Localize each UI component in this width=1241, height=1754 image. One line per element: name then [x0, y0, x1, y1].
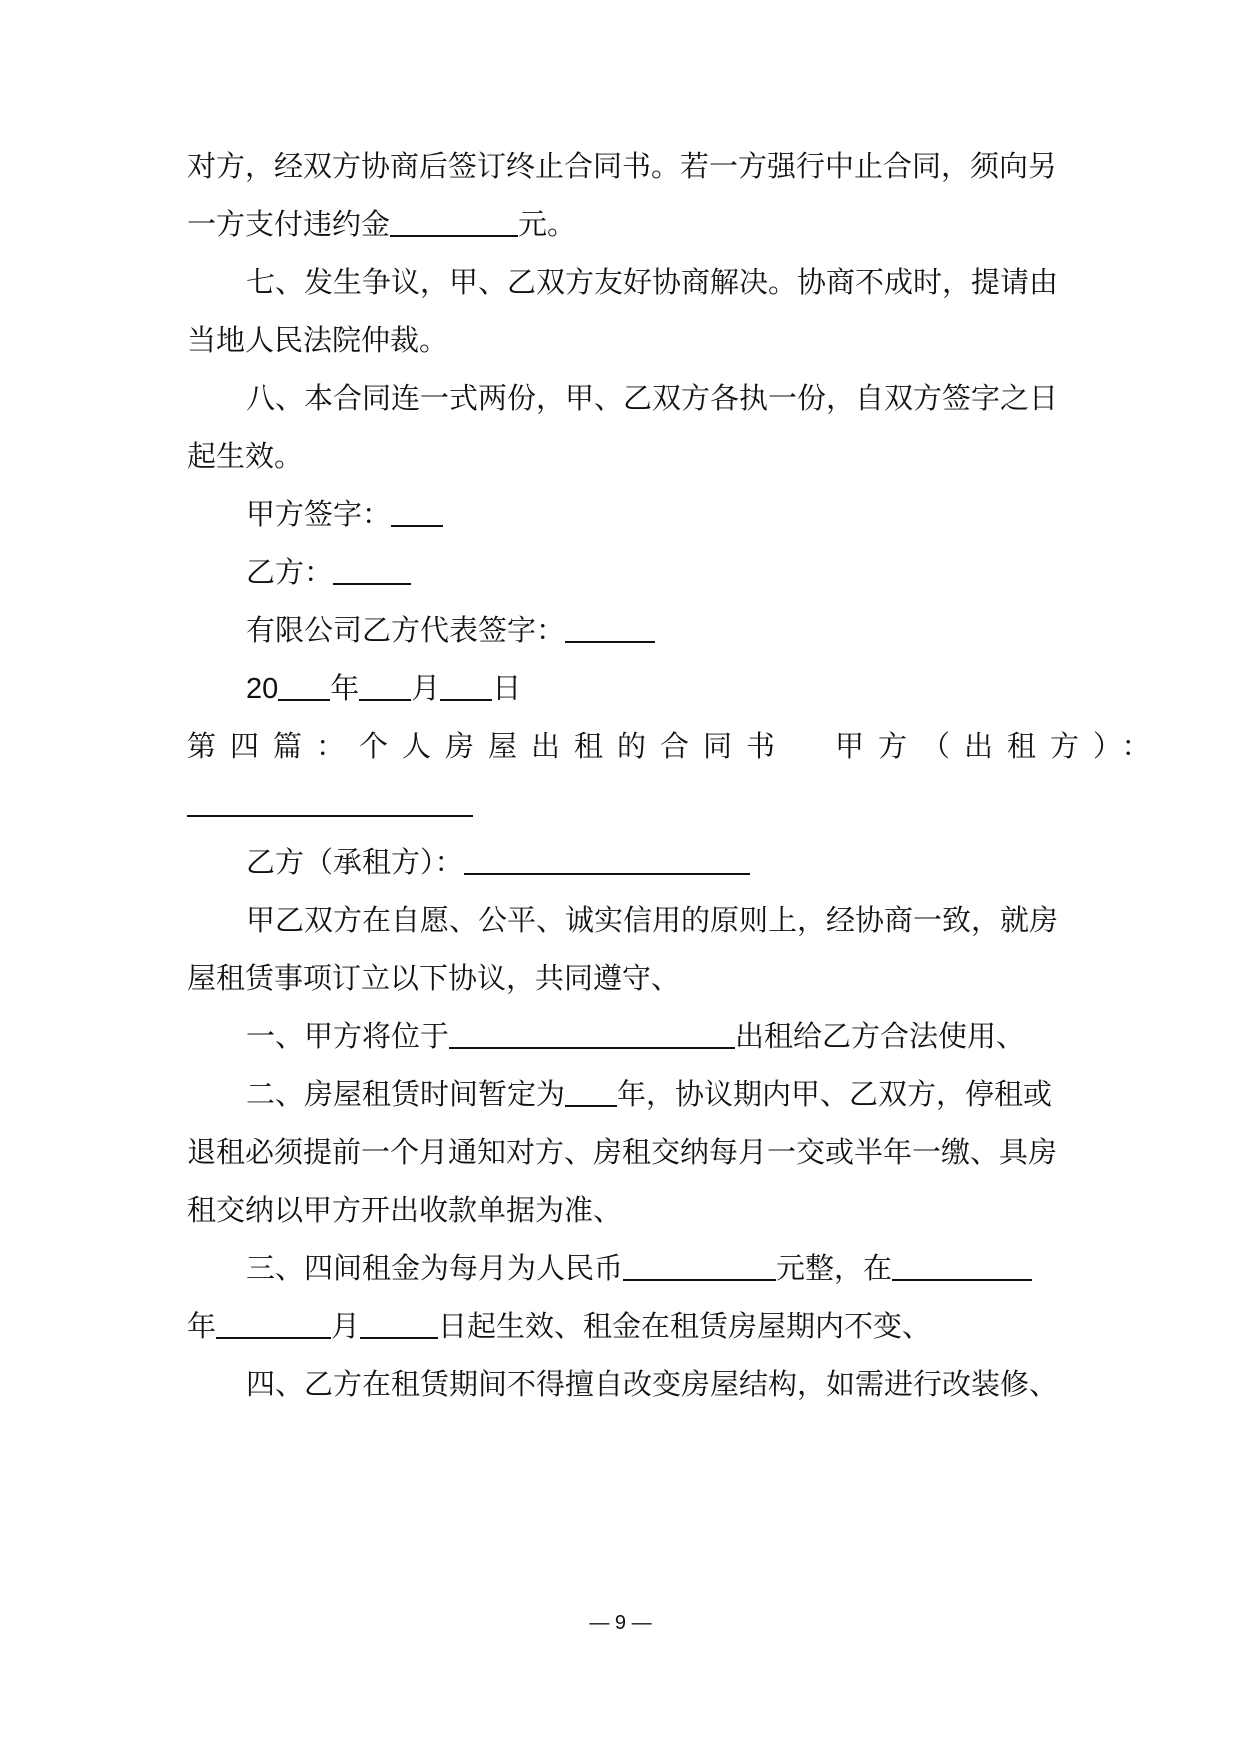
section-heading: 第四篇：个人房屋出租的合同书	[187, 729, 790, 763]
year-prefix: 20	[246, 673, 279, 705]
paragraph-line	[246, 1074, 1067, 1114]
text: 日起生效、租金在租赁房屋期内不变、	[438, 1309, 932, 1343]
text: 屋租赁事项订立以下协议，共同遵守、	[187, 961, 681, 995]
company-representative-line	[246, 610, 1067, 650]
text: 出租给乙方合法使用、	[735, 1019, 1026, 1053]
text: 年	[330, 671, 360, 705]
text: 甲方签字：	[246, 497, 392, 531]
blank-underline	[565, 1077, 617, 1107]
blank-underline	[278, 671, 330, 701]
text: 月	[331, 1309, 361, 1343]
blank-underline	[390, 207, 518, 237]
paragraph-line	[246, 900, 1067, 940]
paragraph-line	[246, 1248, 1067, 1288]
blank-underline	[359, 671, 411, 701]
blank-underline	[892, 1251, 1032, 1281]
paragraph-line	[187, 958, 1067, 998]
section-heading-line	[187, 726, 1165, 766]
text: 有限公司乙方代表签字：	[246, 613, 566, 647]
paragraph-line	[187, 1306, 1067, 1346]
page-number: — 9 —	[589, 1612, 652, 1634]
text: 退租必须提前一个月通知对方、房租交纳每月一交或半年一缴、具房	[187, 1135, 1058, 1169]
paragraph-line	[246, 1016, 1067, 1056]
party-a-signature-line	[246, 494, 1067, 534]
blank-underline	[565, 613, 655, 643]
text: 甲乙双方在自愿、公平、诚实信用的原则上，经协商一致，就房	[246, 903, 1059, 937]
blank-underline	[360, 1309, 438, 1339]
text: 月	[411, 671, 441, 705]
paragraph-line	[187, 436, 1067, 476]
text: 一方支付违约金	[187, 207, 391, 241]
paragraph-line	[187, 784, 1067, 824]
blank-underline	[187, 787, 473, 817]
blank-underline	[391, 497, 443, 527]
text: 租交纳以甲方开出收款单据为准、	[187, 1193, 623, 1227]
blank-underline	[464, 845, 750, 875]
text: 元。	[518, 207, 577, 241]
date-line	[246, 668, 1067, 709]
text: 七、发生争议，甲、乙双方友好协商解决。协商不成时，提请由	[246, 265, 1059, 299]
paragraph-line	[187, 204, 1067, 244]
text: 年	[187, 1309, 217, 1343]
blank-underline	[216, 1309, 331, 1339]
blank-underline	[440, 671, 492, 701]
text: 元整，在	[776, 1251, 893, 1285]
blank-underline	[623, 1251, 776, 1281]
paragraph-line	[187, 146, 1067, 186]
paragraph-line	[246, 262, 1067, 302]
paragraph-line	[246, 1364, 1067, 1404]
text: 对方，经双方协商后签订终止合同书。若一方强行中止合同，须向另	[187, 149, 1058, 183]
text: 乙方（承租方）：	[246, 845, 464, 879]
text: 八、本合同连一式两份，甲、乙双方各执一份，自双方签字之日	[246, 381, 1059, 415]
text: 四、乙方在租赁期间不得擅自改变房屋结构，如需进行改装修、	[246, 1367, 1059, 1401]
party-b-line	[246, 552, 1067, 592]
text: 三、四间租金为每月为人民币	[246, 1251, 624, 1285]
text: 乙方：	[246, 555, 334, 589]
text: 二、房屋租赁时间暂定为	[246, 1077, 566, 1111]
blank-underline	[449, 1019, 735, 1049]
paragraph-line	[187, 1190, 1067, 1230]
text: 一、甲方将位于	[246, 1019, 450, 1053]
text: 当地人民法院仲裁。	[187, 323, 449, 357]
paragraph-line	[246, 378, 1067, 418]
text: 日	[492, 671, 522, 705]
paragraph-line	[246, 842, 1067, 882]
text: 起生效。	[187, 439, 304, 473]
text: 甲方（出租方）：	[835, 729, 1165, 763]
paragraph-line	[187, 320, 1067, 360]
blank-underline	[333, 555, 411, 585]
paragraph-line	[187, 1132, 1067, 1172]
text: 年，协议期内甲、乙双方，停租或	[617, 1077, 1053, 1111]
